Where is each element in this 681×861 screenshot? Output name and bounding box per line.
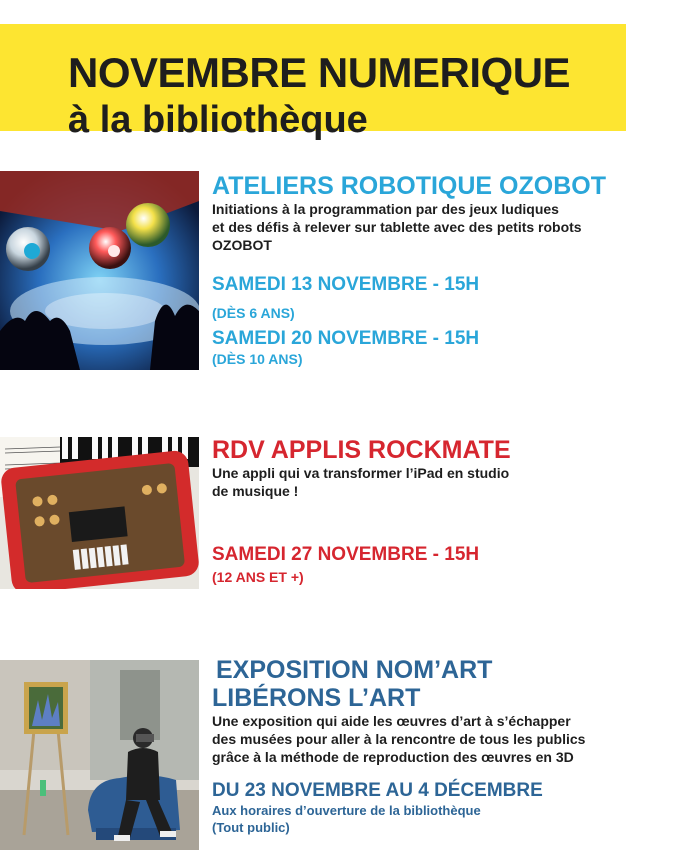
event-nomart <box>212 656 672 836</box>
event-description-line: et des défis à relever sur tablette avec des petits robots <box>212 219 582 235</box>
event-title: LIBÉRONS L’ART <box>212 684 421 712</box>
event-description-line: OZOBOT <box>212 237 272 253</box>
ozobot-photo <box>0 171 199 370</box>
event-description-line: grâce à la méthode de reproduction des œuvres en 3D <box>212 749 574 765</box>
rockmate-photo <box>0 437 199 589</box>
event-date: SAMEDI 13 NOVEMBRE - 15H <box>212 274 480 295</box>
event-description-line: de musique ! <box>212 483 299 499</box>
event-note: Aux horaires d’ouverture de la bibliothèque <box>212 803 481 818</box>
event-ozobot <box>212 172 672 368</box>
event-title: RDV APPLIS ROCKMATE <box>212 436 511 464</box>
event-description-line: Une exposition qui aide les œuvres d’art à s’échapper <box>212 713 571 729</box>
event-description-line: des musées pour aller à la rencontre de tous les publics <box>212 731 586 747</box>
event-description-line: Une appli qui va transformer l’iPad en studio <box>212 465 510 481</box>
page-subtitle: à la bibliothèque <box>68 99 368 141</box>
event-date: SAMEDI 20 NOVEMBRE - 15H <box>212 328 480 349</box>
event-age: (DÈS 10 ANS) <box>212 351 303 367</box>
nomart-photo <box>0 660 199 850</box>
page-title: NOVEMBRE NUMERIQUE <box>68 49 571 96</box>
event-rockmate <box>212 436 672 586</box>
event-title: ATELIERS ROBOTIQUE OZOBOT <box>212 172 606 200</box>
event-date: DU 23 NOVEMBRE AU 4 DÉCEMBRE <box>212 780 543 801</box>
event-date: SAMEDI 27 NOVEMBRE - 15H <box>212 544 480 565</box>
event-title: EXPOSITION NOM’ART <box>216 656 493 684</box>
event-age: (DÈS 6 ANS) <box>212 305 295 321</box>
title-banner <box>0 24 626 141</box>
event-age: (12 ANS ET +) <box>212 569 304 585</box>
event-note: (Tout public) <box>212 820 290 835</box>
event-description-line: Initiations à la programmation par des jeux ludiques <box>212 201 559 217</box>
